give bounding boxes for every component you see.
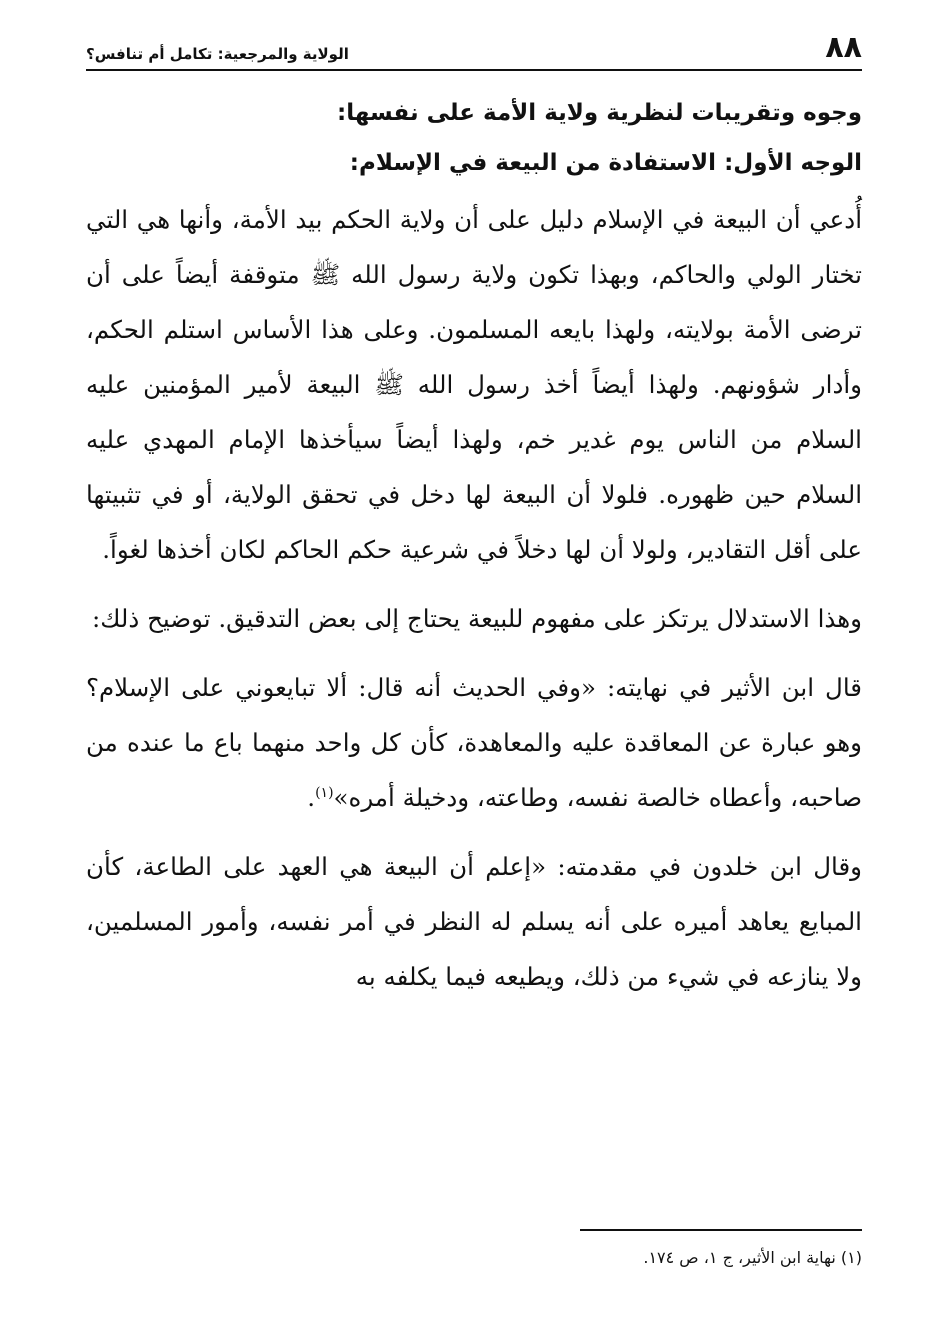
page-number: ٨٨ (825, 30, 862, 65)
running-title: الولاية والمرجعية: تكامل أم تنافس؟ (86, 45, 349, 63)
footnote-separator (580, 1229, 862, 1231)
ibn-al-athir-quote-text: قال ابن الأثير في نهايته: «وفي الحديث أنه قال: ألا تبايعوني على الإسلام؟ وهو عبارة عن المعاقدة عليه والمعاهدة، كأن كل واحد منهما باع ما عنده من صاحبه، وأعطاه خالصة نفسه، وطاعته، ودخيلة أمره» (86, 673, 862, 812)
paragraph-bay-a-argument: أُدعي أن البيعة في الإسلام دليل على أن ولاية الحكم بيد الأمة، وأنها هي التي تختار الولي والحاكم، وبهذا تكون ولاية رسول الله ﷺ متوقفة أيضاً على أن ترضى الأمة بولايته، ولهذا بايعه المسلمون. وعلى هذا الأساس استلم الحكم، وأدار شؤونهم. ولهذا أيضاً أخذ رسول الله ﷺ البيعة لأمير المؤمنين عليه السلام من الناس يوم غدير خم، ولهذا أيضاً سيأخذها الإمام المهدي عليه السلام حين ظهوره. فلولا أن البيعة لها دخل في تحقق الولاية، أو في تثبيتها على أقل التقادير، ولولا أن لها دخلاً في شرعية حكم الحاكم لكان أخذها لغواً. (86, 205, 862, 564)
paragraph-ibn-khaldun-quote: وقال ابن خلدون في مقدمته: «إعلم أن البيعة هي العهد على الطاعة، كأن المبايع يعاهد أميره على أنه يسلم له النظر في أمر نفسه، وأمور المسلمين، ولا ينازعه في شيء من ذلك، ويطيعه فيما يكلفه به (86, 852, 862, 991)
quote-end-period: . (307, 783, 316, 812)
footnote-reference[interactable]: (١) (315, 784, 334, 801)
subsection-heading: الوجه الأول: الاستفادة من البيعة في الإسلام: (349, 150, 862, 176)
header-rule (86, 69, 862, 71)
section-heading: وجوه وتقريبات لنظرية ولاية الأمة على نفسها: (337, 100, 862, 126)
running-head (86, 30, 862, 70)
footnote: (١) نهاية ابن الأثير، ج ١، ص ١٧٤. (643, 1248, 862, 1267)
paragraph-ibn-al-athir-quote (86, 660, 862, 825)
paragraph-clarification: وهذا الاستدلال يرتكز على مفهوم للبيعة يحتاج إلى بعض التدقيق. توضيح ذلك: (92, 604, 862, 633)
page-body (86, 98, 862, 1018)
